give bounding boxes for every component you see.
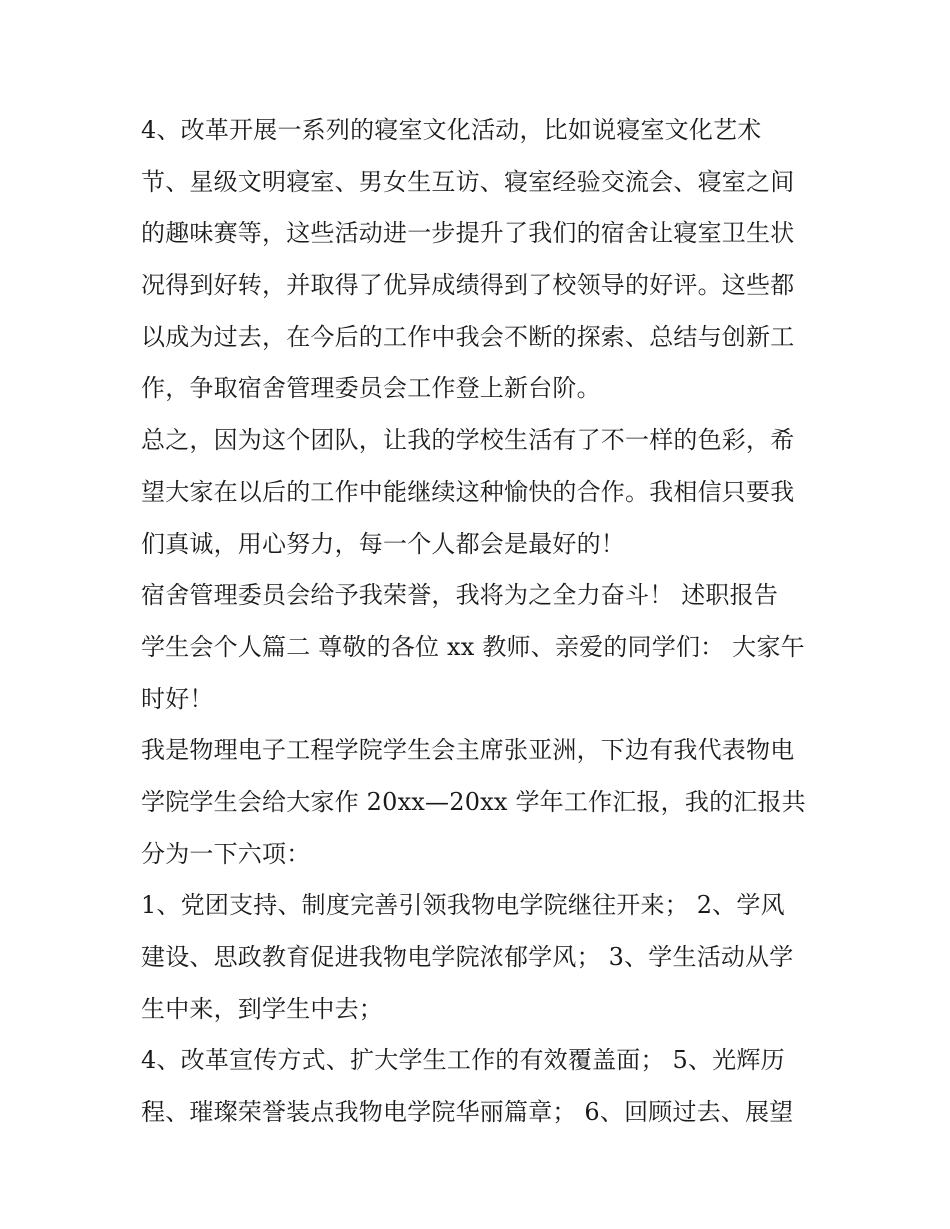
text-line: 4、改革宣传方式、扩大学生工作的有效覆盖面； 5、光辉历 — [141, 1046, 785, 1075]
text-line: 程、璀璨荣誉装点我物电学院华丽篇章； 6、回顾过去、展望 — [141, 1098, 794, 1127]
text-line: 学生会个人篇二 尊敬的各位 xx 教师、亲爱的同学们： 大家午 — [141, 632, 805, 661]
text-line: 望大家在以后的工作中能继续这种愉快的合作。我相信只要我 — [141, 477, 795, 506]
text-line: 节、星级文明寝室、男女生互访、寝室经验交流会、寝室之间 — [141, 167, 795, 196]
text-line: 建设、思政教育促进我物电学院浓郁学风； 3、学生活动从学 — [141, 943, 794, 971]
text-line: 作，争取宿舍管理委员会工作登上新台阶。 — [141, 374, 601, 403]
text-line: 分为一下六项： — [141, 839, 311, 868]
text-line: 们真诚，用心努力，每一个人都会是最好的！ — [141, 529, 625, 558]
text-line: 我是物理电子工程学院学生会主席张亚洲，下边有我代表物电 — [141, 736, 795, 765]
text-line: 学院学生会给大家作 20xx—20xx 学年工作汇报，我的汇报共 — [141, 787, 806, 816]
text-line: 宿舍管理委员会给予我荣誉，我将为之全力奋斗！ 述职报告 — [141, 581, 779, 610]
text-line: 以成为过去，在今后的工作中我会不断的探索、总结与创新工 — [141, 322, 795, 351]
text-line: 时好！ — [141, 684, 214, 713]
text-line: 的趣味赛等，这些活动进一步提升了我们的宿舍让寝室卫生状 — [141, 219, 795, 248]
text-line: 总之，因为这个团队，让我的学校生活有了不一样的色彩，希 — [141, 426, 795, 455]
text-line: 况得到好转，并取得了优异成绩得到了校领导的好评。这些都 — [141, 271, 795, 300]
text-line: 生中来，到学生中去； — [141, 994, 383, 1023]
text-line: 4、改革开展一系列的寝室文化活动，比如说寝室文化艺术 — [141, 116, 762, 144]
document-body — [141, 110, 821, 1144]
text-line: 1、党团支持、制度完善引领我物电学院继往开来； 2、学风 — [141, 891, 785, 920]
